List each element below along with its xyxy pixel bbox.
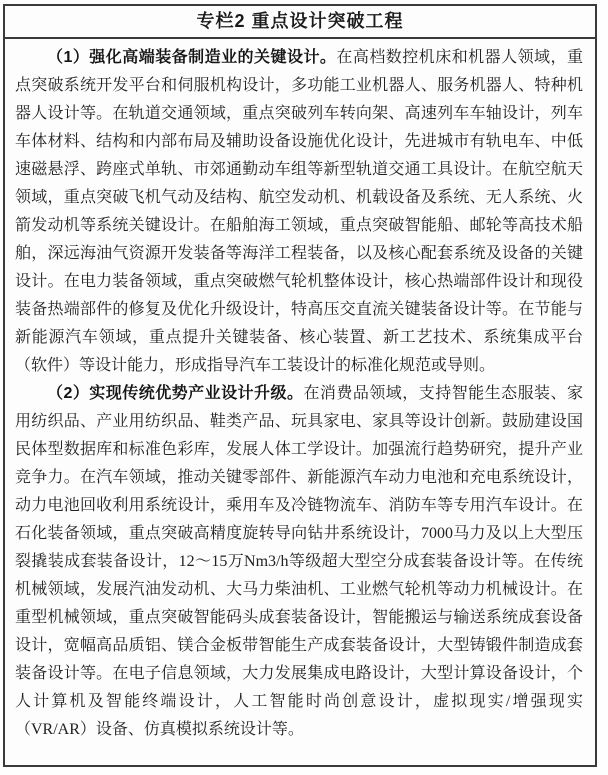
paragraph-2 xyxy=(15,380,583,744)
paragraph-1 xyxy=(15,44,583,380)
paragraph-1-lead: （1）强化高端装备制造业的关键设计。 xyxy=(47,49,337,66)
panel-body xyxy=(5,39,595,765)
paragraph-2-text: 在消费品领域，支持智能生态服装、家用纺织品、产业用纺织品、鞋类产品、玩具家电、家具等设计创新。鼓励建设国民体型数据库和标准色彩库，发展人体工学设计。加强流行趋势研究，提升产业竞争力。在汽车领域，推动关键零部件、新能源汽车动力电池和充电系统设计，动力电池回收利用系统设计，乘用车及冷链物流车、消防车等专用汽车设计。在石化装备领域，重点突破高精度旋转导向钻井系统设计，7000马力及以上大型压裂撬装成套装备设计，12～15万Nm3/h等级超大型空分成套装备设计等。在传统机械领域，发展汽油发动机、大马力柴油机、工业燃气轮机等动力机械设计。在重型机械领域，重点突破智能码头成套装备设计，智能搬运与输送系统成套设备设计，宽幅高品质铝、镁合金板带智能生产成套装备设计，大型铸锻件制造成套装备设计等。在电子信息领域，大力发展集成电路设计，大型计算设备设计，个人计算机及智能终端设计，人工智能时尚创意设计，虚拟现实/增强现实（VR/AR）设备、仿真模拟系统设计等。 xyxy=(15,385,583,738)
panel-title: 专栏2 重点设计突破工程 xyxy=(5,6,595,39)
paragraph-1-text: 在高档数控机床和机器人领域，重点突破系统开发平台和伺服机构设计，多功能工业机器人、服务机器人、特种机器人设计等。在轨道交通领域，重点突破列车转向架、高速列车车轴设计，列车车体材料、结构和内部布局及辅助设备设施优化设计，先进城市有轨电车、中低速磁悬浮、跨座式单轨、市郊通勤动车组等新型轨道交通工具设计。在航空航天领域，重点突破飞机气动及结构、航空发动机、机载设备及系统、无人系统、火箭发动机等系统关键设计。在船舶海工领域，重点突破智能船、邮轮等高技术船舶，深远海油气资源开发装备等海洋工程装备，以及核心配套系统及设备的关键设计。在电力装备领域，重点突破燃气轮机整体设计，核心热端部件设计和现役装备热端部件的修复及优化升级设计，特高压交直流关键装备设计等。在节能与新能源汽车领域，重点提升关键装备、核心装置、新工艺技术、系统集成平台（软件）等设计能力，形成指导汽车工装设计的标准化规范或导则。 xyxy=(15,49,583,374)
highlight-box xyxy=(3,4,597,767)
paragraph-2-lead: （2）实现传统优势产业设计升级。 xyxy=(47,385,304,402)
